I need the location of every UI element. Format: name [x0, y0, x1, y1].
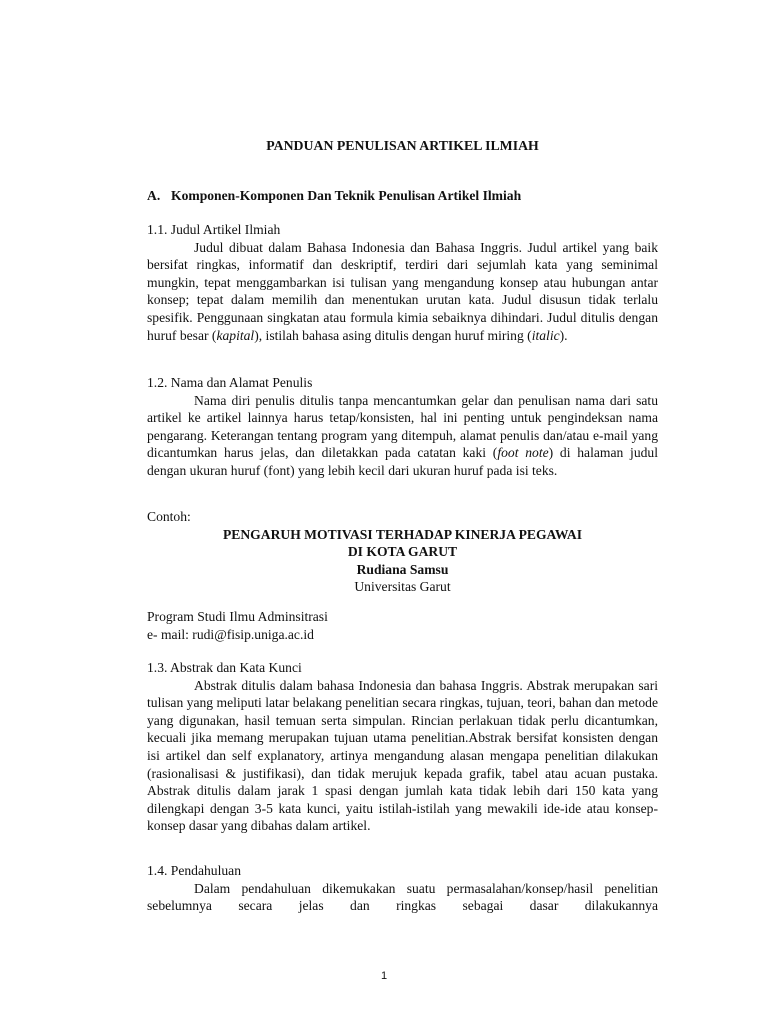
section-1-4-paragraph: Dalam pendahuluan dikemukakan suatu permasalahan/konsep/hasil penelitian sebelumnya secara jelas dan ringkas sebagai dasar dilakukannya [147, 880, 658, 914]
section-1-2 [147, 374, 658, 480]
footnote-term: foot note [497, 445, 549, 461]
section-1-1 [147, 221, 658, 344]
example-title-line1: PENGARUH MOTIVASI TERHADAP KINERJA PEGAWAI [222, 526, 583, 542]
example-author: Rudiana Samsu [356, 561, 449, 577]
kapital-term: kapital [216, 327, 255, 343]
section-a-text: Komponen-Komponen Dan Teknik Penulisan Artikel Ilmiah [171, 188, 522, 203]
example-email: e- mail: rudi@fisip.uniga.ac.id [147, 626, 314, 642]
section-1-2-paragraph: Nama diri penulis ditulis tanpa mencantumkan gelar dan penulisan nama dari satu artikel ke artikel lainnya harus tetap/konsisten, hal ini penting untuk pengindeksan nama pengarang. Keterangan tentang program yang ditempuh, alamat penulis dan/atau e-mail yang dicantumkan harus jelas, dan diletakkan pada catatan kaki (foot note) di halaman judul dengan ukuran huruf (font) yang lebih kecil dari ukuran huruf pada isi teks. [147, 392, 658, 478]
example-block [147, 508, 658, 596]
section-1-3 [147, 659, 658, 835]
section-a-heading [147, 187, 658, 205]
example-title-line2: DI KOTA GARUT [347, 544, 458, 560]
section-1-4-heading: 1.4. Pendahuluan [147, 863, 242, 878]
section-1-4 [147, 862, 658, 915]
section-a-letter: A. [147, 188, 161, 203]
document-page [147, 0, 658, 1024]
section-1-1-paragraph: Judul dibuat dalam Bahasa Indonesia dan Bahasa Inggris. Judul artikel yang baik bersifat ringkas, informatif dan deskriptif, terdiri dari sejumlah kata yang seminimal mungkin, tepat menggambarkan isi tulisan yang mengandung konsep atau hubungan antar konsep; tepat dalam memilih dan menentukan urutan kata. Judul disusun tidak terlalu spesifik. Penggunaan singkatan atau formula kimia sebaiknya dihindari. Judul ditulis dengan huruf besar (kapital), istilah bahasa asing ditulis dengan huruf miring (italic). [147, 239, 658, 343]
example-affiliation [147, 608, 658, 643]
section-1-2-heading: 1.2. Nama dan Alamat Penulis [147, 375, 313, 390]
example-label: Contoh: [147, 509, 191, 524]
example-program: Program Studi Ilmu Adminsitrasi [147, 609, 328, 624]
italic-term: italic [531, 327, 560, 343]
page-number: 1 [380, 970, 388, 982]
section-1-1-heading: 1.1. Judul Artikel Ilmiah [147, 222, 281, 237]
document-title: PANDUAN PENULISAN ARTIKEL ILMIAH [266, 138, 539, 153]
section-1-3-heading: 1.3. Abstrak dan Kata Kunci [147, 660, 302, 675]
section-1-3-paragraph: Abstrak ditulis dalam bahasa Indonesia dan bahasa Inggris. Abstrak merupakan sari tulisan yang meliputi latar belakang penelitian secara ringkas, tujuan, teori, bahan dan metode yang digunakan, hasil temuan serta simpulan. Rincian perlakuan tidak perlu dicantumkan, kecuali jika memang merupakan tujuan utama penelitian.Abstrak bersifat konsisten dengan isi artikel dan self explanatory, artinya mengandung alasan mengapa penelitian dilakukan (rasionalisasi & justifikasi), dan tidak merujuk kepada grafik, tabel atau acuan pustaka. Abstrak ditulis dalam jarak 1 spasi dengan jumlah kata tidak lebih dari 150 kata yang dilengkapi dengan 3-5 kata kunci, yaitu istilah-istilah yang mewakili ide-ide atau konsep-konsep dasar yang dibahas dalam artikel. [147, 677, 658, 834]
example-university: Universitas Garut [354, 579, 451, 595]
